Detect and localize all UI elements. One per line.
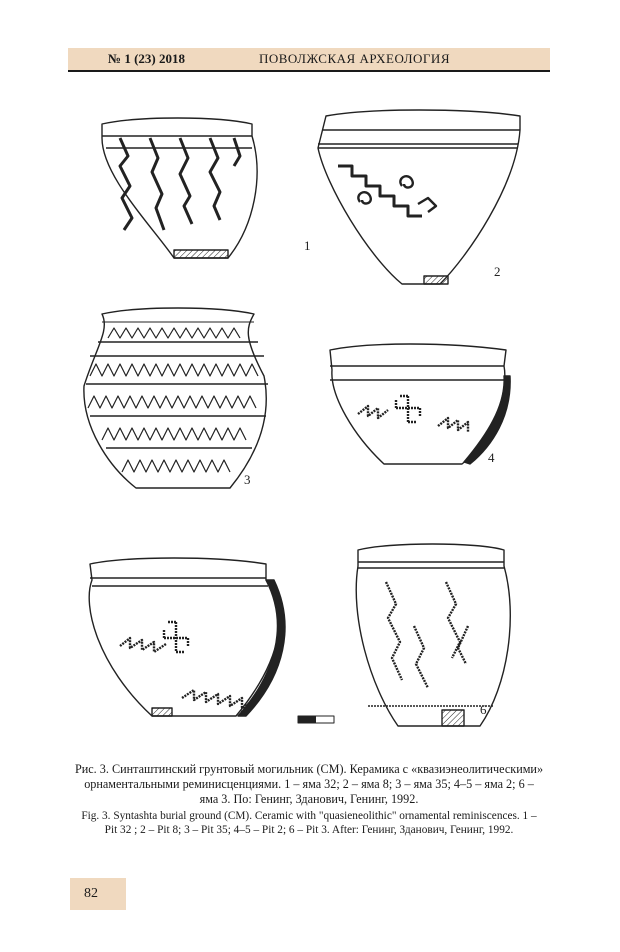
figure-caption xyxy=(74,762,544,837)
vessel-6-drawing xyxy=(356,544,510,726)
vessel-1-drawing xyxy=(102,118,257,258)
vessel-5-number: 5 xyxy=(240,704,247,719)
page-number-box xyxy=(70,878,126,910)
caption-english: Fig. 3. Syntashta burial ground (СМ). Ceramic with "quasieneolithic" ornamental reminiscences. 1 – Pit 32 ; 2 – Pit 8; 3 – Pit 35; 4–5 – Pit 2; 6 – Pit 3. After: Генинг, Зданович, Генинг, 1992. xyxy=(81,810,537,836)
vessel-drawings xyxy=(68,86,550,746)
vessel-4-drawing xyxy=(330,344,510,464)
vessel-2-drawing xyxy=(318,110,520,284)
vessel-1-number: 1 xyxy=(304,238,311,253)
vessel-6-number: 6 xyxy=(480,702,487,717)
issue-number: № 1 (23) 2018 xyxy=(108,51,185,66)
journal-title: ПОВОЛЖСКАЯ АРХЕОЛОГИЯ xyxy=(258,51,450,66)
caption-russian: Рис. 3. Синташтинский грунтовый могильник (СМ). Керамика с «квазиэнеолитическими» орнаментальными реминисценциями. 1 – яма 32; 2 – яма 8; 3 – яма 35; 4–5 – яма 2; 6 – яма 3. По: Генинг, Зданович, Генинг, 1992. xyxy=(74,762,544,806)
vessel-3-drawing xyxy=(84,308,268,488)
vessel-4-number: 4 xyxy=(488,450,495,465)
vessel-5-drawing xyxy=(89,558,285,716)
vessel-3-number: 3 xyxy=(244,472,251,487)
scale-bar xyxy=(298,716,334,723)
figure-plate xyxy=(68,86,550,746)
running-header xyxy=(68,48,550,72)
vessel-2-number: 2 xyxy=(494,264,501,279)
page-number: 82 xyxy=(84,886,98,901)
